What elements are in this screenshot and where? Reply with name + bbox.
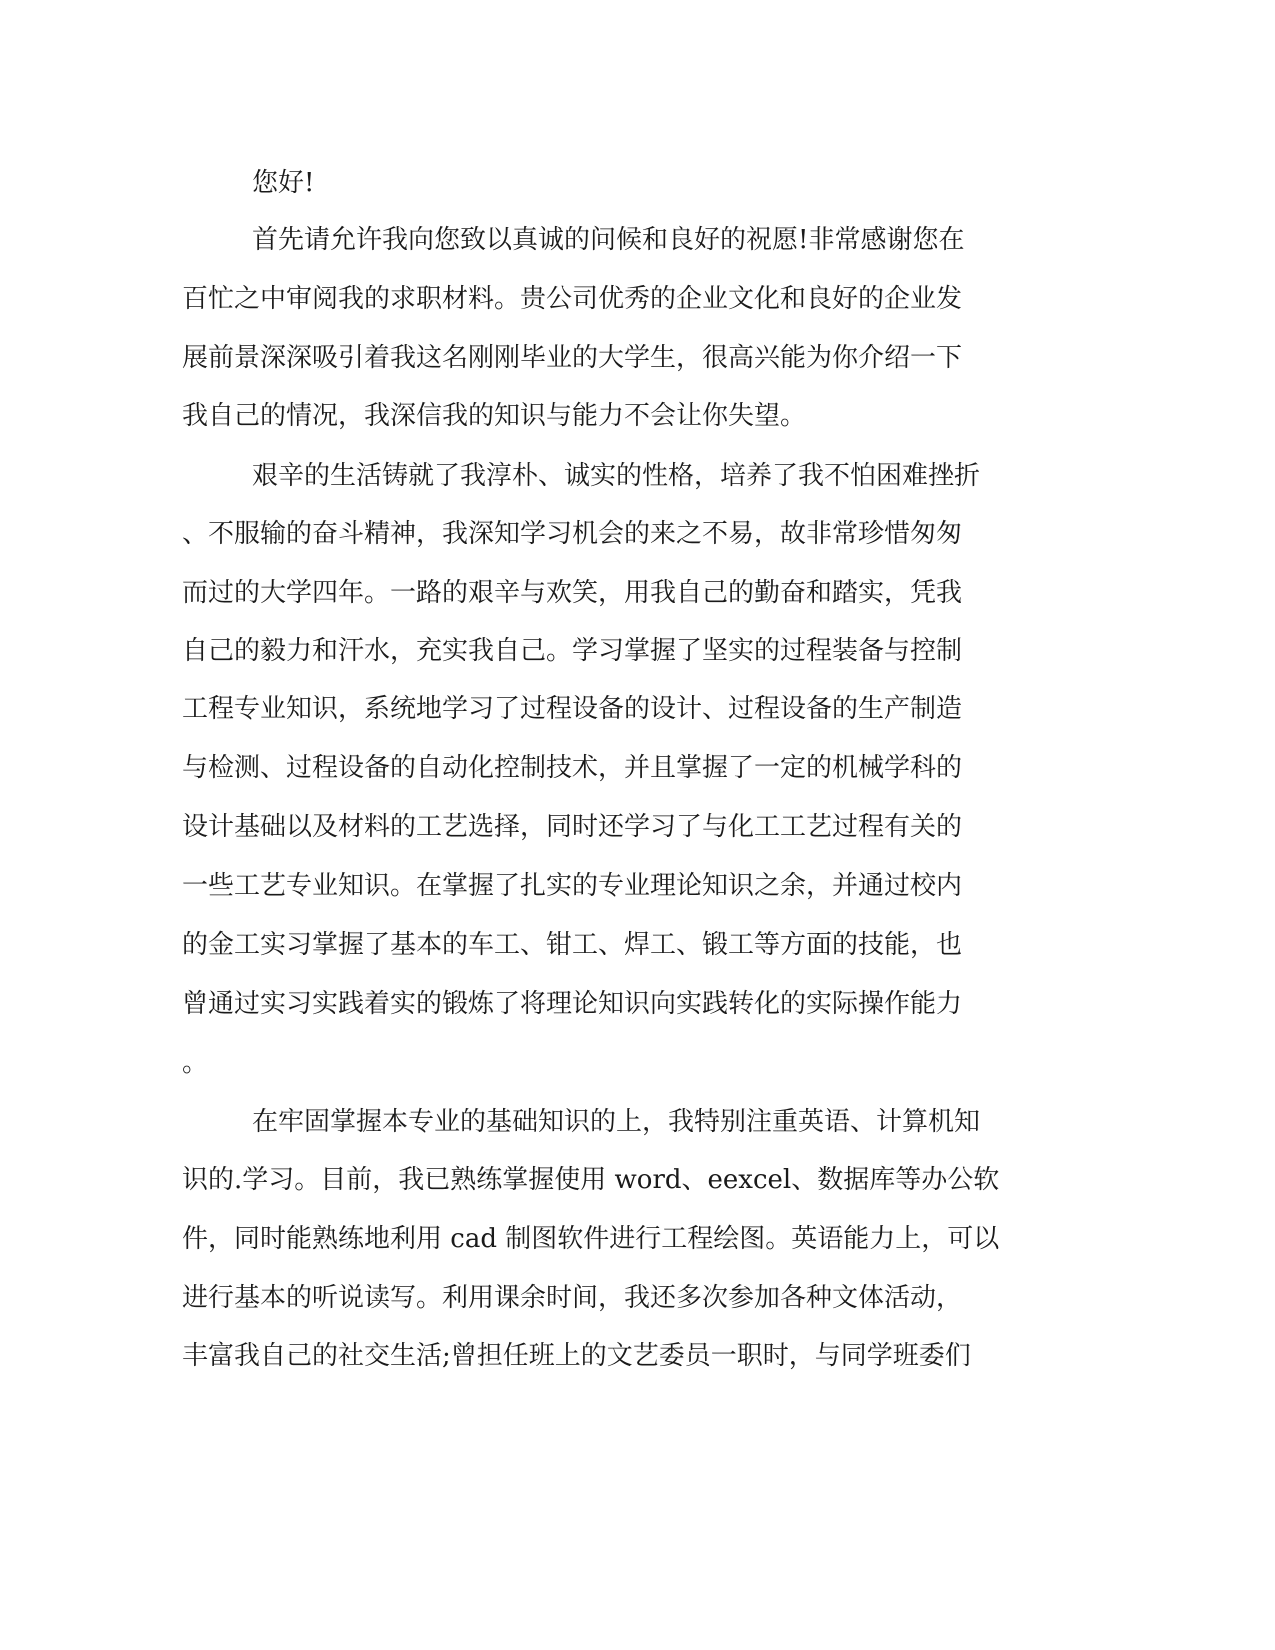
paragraph-line: 识的.学习。目前，我已熟练掌握使用 word、eexcel、数据库等办公软	[182, 1165, 1000, 1195]
paragraph-line: 我自己的情况，我深信我的知识与能力不会让你失望。	[182, 401, 807, 431]
paragraph-line: 工程专业知识，系统地学习了过程设备的设计、过程设备的生产制造	[182, 694, 963, 724]
paragraph-line: 一些工艺专业知识。在掌握了扎实的专业理论知识之余，并通过校内	[182, 871, 963, 901]
paragraph-line: 在牢固掌握本专业的基础知识的上，我特别注重英语、计算机知	[252, 1107, 981, 1137]
paragraph-line: 艰辛的生活铸就了我淳朴、诚实的性格，培养了我不怕困难挫折	[252, 461, 981, 491]
greeting: 您好!	[252, 168, 315, 198]
paragraph-line: 百忙之中审阅我的求职材料。贵公司优秀的企业文化和良好的企业发	[182, 284, 963, 314]
paragraph-line: 与检测、过程设备的自动化控制技术，并且掌握了一定的机械学科的	[182, 753, 963, 783]
paragraph-line: 自己的毅力和汗水，充实我自己。学习掌握了坚实的过程装备与控制	[182, 636, 963, 666]
paragraph-line: 展前景深深吸引着我这名刚刚毕业的大学生，很高兴能为你介绍一下	[182, 343, 963, 373]
paragraph-line: 丰富我自己的社交生活;曾担任班上的文艺委员一职时，与同学班委们	[182, 1341, 971, 1371]
paragraph-line: 曾通过实习实践着实的锻炼了将理论知识向实践转化的实际操作能力	[182, 989, 963, 1019]
paragraph-line: 设计基础以及材料的工艺选择，同时还学习了与化工工艺过程有关的	[182, 812, 963, 842]
paragraph-line: 的金工实习掌握了基本的车工、钳工、焊工、锻工等方面的技能，也	[182, 930, 963, 960]
paragraph-line: 而过的大学四年。一路的艰辛与欢笑，用我自己的勤奋和踏实，凭我	[182, 578, 963, 608]
paragraph-line: 件，同时能熟练地利用 cad 制图软件进行工程绘图。英语能力上，可以	[182, 1224, 1000, 1254]
paragraph-line: 进行基本的听说读写。利用课余时间，我还多次参加各种文体活动，	[182, 1283, 963, 1313]
paragraph-line: 首先请允许我向您致以真诚的问候和良好的祝愿!非常感谢您在	[252, 225, 965, 255]
paragraph-line: 。	[182, 1048, 209, 1078]
paragraph-line: 、不服输的奋斗精神，我深知学习机会的来之不易，故非常珍惜匆匆	[182, 519, 963, 549]
